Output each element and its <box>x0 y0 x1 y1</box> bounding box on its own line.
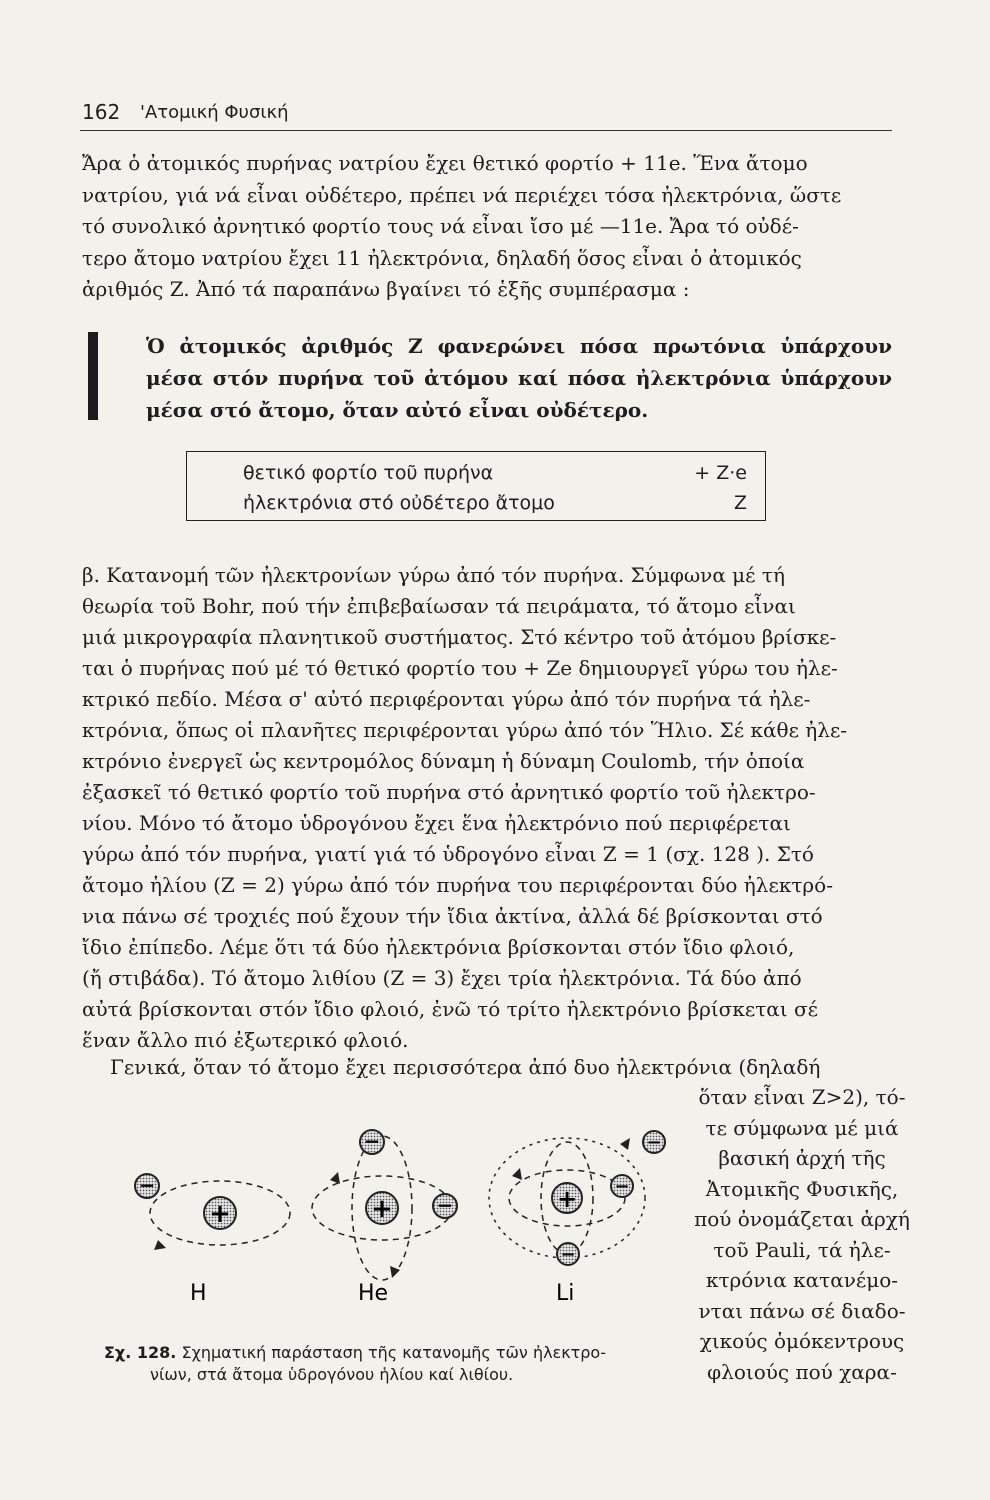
arrow-icon <box>390 1266 400 1278</box>
section-b-line: (ἤ στιβάδα). Τό ἄτομο λιθίου (Z = 3) ἔχει τρία ἠλεκτρόνια. Τά δύο ἀπό <box>82 966 802 990</box>
caption-text: Σχηματική παράσταση τῆς κατανομῆς τῶν ἠλεκτρο- <box>181 1343 606 1362</box>
figure-caption <box>104 1342 694 1386</box>
general-side-column <box>692 1082 912 1387</box>
lithium-atom <box>489 1131 665 1306</box>
running-title: 'Ατομική Φυσική <box>140 102 289 123</box>
atom-label-he: He <box>358 1281 389 1306</box>
general-first-line: Γενικά, ὅταν τό ἄτομο ἔχει περισσότερα ἀπό δυο ἠλεκτρόνια (δηλαδή <box>110 1055 821 1079</box>
intro-line: ἀριθμός Z. Ἀπό τά παραπάνω βγαίνει τό ἑξῆς συμπέρασμα : <box>82 277 690 301</box>
electron-symbol: − <box>436 1193 454 1217</box>
side-line: ὅταν εἶναι Z>2), τό- <box>698 1085 906 1109</box>
nucleus-symbol: + <box>556 1185 578 1213</box>
electron-symbol: − <box>560 1244 576 1265</box>
intro-line: νατρίου, γιά νά εἶναι οὐδέτερο, πρέπει νά περιέχει τόσα ἠλεκτρόνια, ὥστε <box>82 182 842 207</box>
side-line: κτρόνια κατανέμο- <box>705 1268 899 1292</box>
intro-line: τερο ἄτομο νατρίου ἔχει 11 ἠλεκτρόνια, δηλαδή ὅσος εἶναι ὁ ἀτομικός <box>82 245 802 270</box>
electron-symbol: − <box>614 1176 630 1197</box>
helium-atom <box>312 1129 457 1306</box>
section-b-line: ἄτομο ἡλίου (Z = 2) γύρω ἀπό τόν πυρήνα του περιφέρονται δύο ἠλεκτρό- <box>82 873 833 897</box>
side-line: φλοιούς πού χαρα- <box>707 1359 897 1384</box>
intro-line: τό συνολικό ἀρνητικό φορτίο τους νά εἶναι ἴσο μέ —11e. Ἄρα τό οὐδέ- <box>82 214 799 238</box>
electron-symbol: − <box>646 1132 662 1153</box>
side-line: χικούς ὁμόκεντρους <box>699 1329 905 1353</box>
atom-label-li: Li <box>556 1281 575 1306</box>
arrow-icon <box>620 1138 630 1150</box>
section-b-line: νια πάνω σέ τροχιές πού ἔχουν τήν ἴδια ἀκτίνα, ἀλλά δέ βρίσκονται στό <box>82 904 823 928</box>
intro-line: Ἄρα ὁ ἀτομικός πυρήνας νατρίου ἔχει θετικό φορτίο + 11e. Ἕνα ἄτομο <box>82 151 808 175</box>
section-b-line: κτρικό πεδίο. Μέσα σ' αὐτό περιφέρονται γύρω ἀπό τόν πυρήνα τά ἠλε- <box>82 687 811 711</box>
formula-label-electrons: ἠλεκτρόνια στό οὐδέτερο ἄτομο <box>243 492 555 514</box>
section-b-paragraph <box>82 560 892 1056</box>
section-b-line: ται ὁ πυρήνας πού μέ τό θετικό φορτίο του + Ze δημιουργεῖ γύρω του ἠλε- <box>82 656 838 680</box>
side-line: τε σύμφωνα μέ μιά <box>705 1115 899 1140</box>
side-line: τοῦ Pauli, τά ἠλε- <box>713 1237 891 1262</box>
section-b-line: γύρω ἀπό τόν πυρήνα, γιατί γιά τό ὑδρογόνο εἶναι Z = 1 (σχ. 128 ). Στό <box>82 842 814 866</box>
section-b-line: αὐτά βρίσκονται στόν ἴδιο φλοιό, ἐνῶ τό τρίτο ἠλεκτρόνιο βρίσκεται σέ <box>82 997 818 1021</box>
page-number: 162 <box>82 100 121 124</box>
nucleus-symbol: + <box>371 1194 393 1224</box>
section-b-line: μιά μικρογραφία πλανητικοῦ συστήματος. Στό κέντρο τοῦ ἀτόμου βρίσκε- <box>82 625 837 649</box>
side-line: Ἀτομικῆς Φυσικῆς, <box>705 1176 899 1201</box>
section-b-line: κτρόνια, ὅπως οἱ πλανῆτες περιφέρονται γύρω ἀπό τόν Ἥλιο. Σέ κάθε ἠλε- <box>82 718 848 742</box>
electron-symbol: − <box>138 1173 156 1197</box>
section-b-line: ἕναν ἄλλο πιό ἐξωτερικό φλοιό. <box>82 1028 409 1052</box>
caption-number: Σχ. 128. <box>104 1343 177 1362</box>
side-line: βασική ἀρχή τῆς <box>718 1146 886 1170</box>
atom-label-h: H <box>190 1281 207 1306</box>
formula-value-electrons: Z <box>733 492 747 514</box>
rule-callout <box>88 330 892 426</box>
arrow-icon <box>154 1240 166 1250</box>
nucleus-symbol: + <box>209 1199 231 1229</box>
atom-diagram <box>100 1120 680 1350</box>
page-header <box>80 98 892 131</box>
section-b-line: β. Κατανομή τῶν ἠλεκτρονίων γύρω ἀπό τόν πυρήνα. Σύμφωνα μέ τή <box>82 563 785 587</box>
formula-value-charge: + Z·e <box>694 462 747 484</box>
arrow-icon <box>512 1168 522 1180</box>
formula-label-charge: θετικό φορτίο τοῦ πυρήνα <box>243 462 494 484</box>
side-line: νται πάνω σέ διαδο- <box>698 1298 906 1323</box>
section-b-line: ἐξασκεῖ τό θετικό φορτίο τοῦ πυρήνα στό ἀρνητικό φορτίο τοῦ ἠλεκτρο- <box>82 780 816 804</box>
electron-symbol: − <box>363 1129 381 1153</box>
section-b-line: κτρόνιο ἐνεργεῖ ὡς κεντρομόλος δύναμη ἡ δύναμη Coulomb, τήν ὁποία <box>82 749 805 773</box>
intro-paragraph <box>82 148 892 306</box>
hydrogen-atom <box>135 1173 290 1306</box>
rule-text: Ὁ ἀτομικός ἀριθμός Z φανερώνει πόσα πρωτόνια ὑπάρχουν μέσα στόν πυρήνα τοῦ ἀτόμου καί πόσα ἠλεκτρόνια ὑπάρχουν μέσα στό ἄτομο, ὅταν αὐτό εἶναι οὐδέτερο. <box>146 334 892 422</box>
rule-marker-bar <box>88 332 98 420</box>
caption-text-2: νίων, στά ἄτομα ὑδρογόνου ἡλίου καί λιθίου. <box>150 1365 514 1384</box>
section-b-line: ἴδιο ἐπίπεδο. Λέμε ὅτι τά δύο ἠλεκτρόνια βρίσκονται στόν ἴδιο φλοιό, <box>82 935 795 959</box>
arrow-icon <box>330 1172 340 1184</box>
side-line: πού ὀνομάζεται ἀρχή <box>694 1207 910 1231</box>
section-b-line: θεωρία τοῦ Bohr, πού τήν ἐπιβεβαίωσαν τά πειράματα, τό ἄτομο εἶναι <box>82 594 796 618</box>
section-b-line: νίου. Μόνο τό ἄτομο ὑδρογόνου ἔχει ἕνα ἠλεκτρόνιο πού περιφέρεται <box>82 811 791 835</box>
formula-box <box>186 451 766 521</box>
